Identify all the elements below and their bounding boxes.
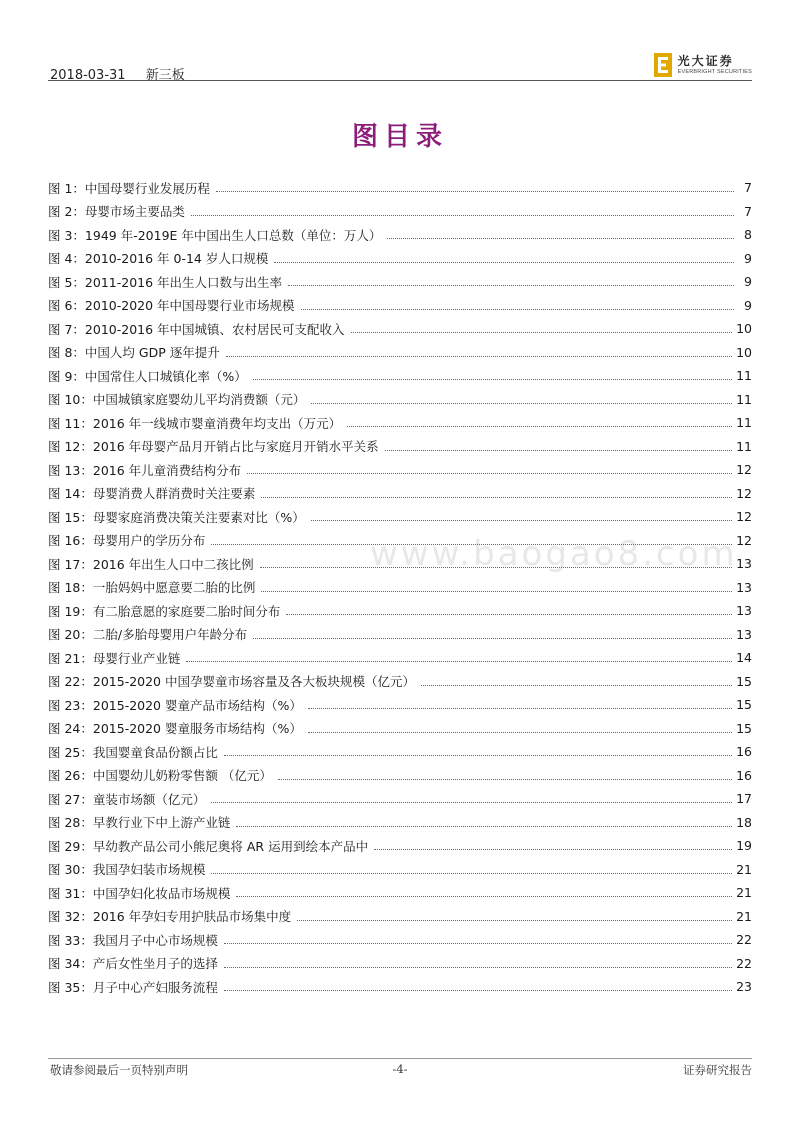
logo-cn: 光大证券 (677, 53, 734, 68)
company-logo (654, 52, 752, 78)
toc-entry-label: 图 24：2015-2020 婴童服务市场结构（%） (48, 721, 302, 737)
toc-entry-label: 图 33：我国月子中心市场规模 (48, 932, 218, 948)
dot-leader (311, 520, 732, 521)
toc-entry[interactable] (48, 693, 752, 717)
toc-entry-label: 图 17：2016 年出生人口中二孩比例 (48, 556, 254, 572)
toc-entry-page: 9 (744, 250, 752, 266)
dot-leader (311, 403, 732, 404)
toc-entry[interactable] (48, 975, 752, 999)
toc-entry[interactable] (48, 505, 752, 529)
toc-entry-page: 22 (736, 955, 752, 971)
dot-leader (226, 356, 732, 357)
toc-entry-page: 14 (736, 650, 752, 666)
toc-entry-label: 图 9：中国常住人口城镇化率（%） (48, 368, 247, 384)
toc-entry-page: 12 (736, 462, 752, 478)
watermark: www.baogao8.com (370, 534, 738, 574)
dot-leader (224, 755, 732, 756)
toc-entry-page: 11 (736, 438, 752, 454)
dot-leader (260, 567, 732, 568)
page-title: 图目录 (351, 122, 448, 152)
toc-entry-label: 图 30：我国孕妇装市场规模 (48, 862, 206, 878)
dot-leader (224, 990, 732, 991)
dot-leader (224, 967, 732, 968)
toc-entry[interactable] (48, 200, 752, 224)
toc-entry-label: 图 14：母婴消费人群消费时关注要素 (48, 486, 256, 502)
toc-entry-page: 11 (736, 391, 752, 407)
dot-leader (253, 638, 732, 639)
dot-leader (191, 215, 734, 216)
toc-entry[interactable] (48, 552, 752, 576)
report-type: 证券研究报告 (683, 1063, 752, 1077)
toc-entry[interactable] (48, 435, 752, 459)
dot-leader (236, 896, 732, 897)
toc-entry-label: 图 28：早教行业下中上游产业链 (48, 815, 231, 831)
dot-leader (236, 826, 732, 827)
toc-entry-label: 图 7：2010-2016 年中国城镇、农村居民可支配收入 (48, 321, 345, 337)
dot-leader (374, 849, 732, 850)
toc-entry[interactable] (48, 317, 752, 341)
dot-leader (385, 450, 732, 451)
toc-entry[interactable] (48, 928, 752, 952)
toc-entry-page: 12 (736, 509, 752, 525)
toc-entry-page: 12 (736, 532, 752, 548)
toc-entry[interactable] (48, 834, 752, 858)
toc-entry[interactable] (48, 905, 752, 929)
dot-leader (308, 732, 732, 733)
dot-leader (421, 685, 732, 686)
toc-entry[interactable] (48, 364, 752, 388)
dot-leader (351, 332, 733, 333)
toc-entry-label: 图 2：母婴市场主要品类 (48, 204, 185, 220)
toc-entry[interactable] (48, 764, 752, 788)
toc-entry-label: 图 13：2016 年儿童消费结构分布 (48, 462, 242, 478)
toc-entry-page: 12 (736, 485, 752, 501)
toc-entry-label: 图 35：月子中心产妇服务流程 (48, 979, 218, 995)
toc-entry-page: 13 (736, 626, 752, 642)
toc-entry[interactable] (48, 952, 752, 976)
toc-entry[interactable] (48, 341, 752, 365)
toc-entry-label: 图 27：童装市场额（亿元） (48, 791, 206, 807)
dot-leader (224, 943, 732, 944)
toc-entry[interactable] (48, 599, 752, 623)
report-date: 2018-03-31 (50, 68, 126, 83)
toc-entry-page: 13 (736, 579, 752, 595)
toc-entry-label: 图 8：中国人均 GDP 逐年提升 (48, 345, 220, 361)
toc-entry[interactable] (48, 458, 752, 482)
dot-leader (261, 497, 732, 498)
toc-entry[interactable] (48, 670, 752, 694)
board-label: 新三板 (145, 68, 185, 83)
toc-entry[interactable] (48, 176, 752, 200)
toc-entry-label: 图 31：中国孕妇化妆品市场规模 (48, 885, 231, 901)
toc-entry[interactable] (48, 881, 752, 905)
dot-leader (247, 473, 732, 474)
toc-entry[interactable] (48, 388, 752, 412)
toc-entry-page: 10 (736, 321, 752, 337)
toc-entry[interactable] (48, 576, 752, 600)
toc-entry-page: 15 (736, 720, 752, 736)
dot-leader (301, 309, 734, 310)
toc-entry-page: 16 (736, 744, 752, 760)
toc-entry-label: 图 6：2010-2020 年中国母婴行业市场规模 (48, 298, 295, 314)
dot-leader (211, 873, 732, 874)
toc-entry[interactable] (48, 740, 752, 764)
toc-entry-page: 16 (736, 767, 752, 783)
page-header (48, 52, 752, 83)
toc-entry-label: 图 5：2011-2016 年出生人口数与出生率 (48, 274, 283, 290)
toc-entry-label: 图 25：我国婴童食品份额占比 (48, 744, 218, 760)
toc-entry[interactable] (48, 411, 752, 435)
toc-entry-label: 图 20：二胎/多胎母婴用户年龄分布 (48, 627, 248, 643)
dot-leader (288, 285, 734, 286)
toc-entry-label: 图 34：产后女性坐月子的选择 (48, 956, 218, 972)
dot-leader (186, 661, 732, 662)
toc-entry-page: 21 (736, 908, 752, 924)
dot-leader (216, 191, 734, 192)
toc-entry[interactable] (48, 811, 752, 835)
header-divider (48, 80, 752, 81)
toc-entry-label: 图 15：母婴家庭消费决策关注要素对比（%） (48, 509, 305, 525)
toc-entry-label: 图 4：2010-2016 年 0-14 岁人口规模 (48, 251, 269, 267)
footer-divider (48, 1058, 752, 1059)
toc-entry-page: 11 (736, 415, 752, 431)
toc-entry[interactable] (48, 294, 752, 318)
dot-leader (253, 379, 732, 380)
page-number: -4- (392, 1062, 408, 1076)
toc-entry-page: 11 (736, 368, 752, 384)
everbright-logo-icon (654, 53, 672, 77)
logo-text (678, 55, 752, 76)
toc-entry-page: 18 (736, 814, 752, 830)
toc-entry-page: 15 (736, 673, 752, 689)
dot-leader (278, 779, 732, 780)
toc-entry-page: 7 (744, 180, 752, 196)
toc-entry[interactable] (48, 858, 752, 882)
toc-entry-page: 8 (744, 227, 752, 243)
toc-entry-label: 图 32：2016 年孕妇专用护肤品市场集中度 (48, 909, 292, 925)
toc-entry-label: 图 18：一胎妈妈中愿意要二胎的比例 (48, 580, 256, 596)
toc-entry[interactable] (48, 717, 752, 741)
toc-entry-label: 图 26：中国婴幼儿奶粉零售额 （亿元） (48, 768, 272, 784)
toc-entry[interactable] (48, 787, 752, 811)
toc-entry[interactable] (48, 223, 752, 247)
toc-entry-label: 图 1：中国母婴行业发展历程 (48, 180, 210, 196)
toc-entry-label: 图 3：1949 年-2019E 年中国出生人口总数（单位：万人） (48, 227, 382, 243)
toc-entry-page: 21 (736, 885, 752, 901)
toc-entry-page: 15 (736, 697, 752, 713)
dot-leader (308, 708, 732, 709)
toc-entry-page: 23 (736, 979, 752, 995)
toc-entry-label: 图 10：中国城镇家庭婴幼儿平均消费额（元） (48, 392, 306, 408)
dot-leader (211, 544, 732, 545)
toc-entry-page: 13 (736, 556, 752, 572)
dot-leader (261, 591, 732, 592)
toc-entry-page: 7 (744, 203, 752, 219)
toc-entry-page: 21 (736, 861, 752, 877)
toc-entry-page: 9 (744, 297, 752, 313)
toc-entry-label: 图 16：母婴用户的学历分布 (48, 533, 206, 549)
toc-entry-page: 19 (736, 838, 752, 854)
dot-leader (387, 238, 734, 239)
logo-en: EVERBRIGHT SECURITIES (677, 68, 752, 75)
toc-entry-label: 图 29：早幼教产品公司小熊尼奥将 AR 运用到绘本产品中 (48, 838, 369, 854)
toc-entry-label: 图 21：母婴行业产业链 (48, 650, 181, 666)
toc-entry-label: 图 11：2016 年一线城市婴童消费年均支出（万元） (48, 415, 342, 431)
toc-entry-label: 图 19：有二胎意愿的家庭要二胎时间分布 (48, 603, 281, 619)
toc-entry[interactable] (48, 482, 752, 506)
dot-leader (211, 802, 732, 803)
toc-entry[interactable] (48, 270, 752, 294)
toc-entry-page: 17 (736, 791, 752, 807)
toc-entry-page: 13 (736, 603, 752, 619)
toc-entry[interactable] (48, 646, 752, 670)
toc-entry-page: 9 (744, 274, 752, 290)
dot-leader (347, 426, 732, 427)
toc-entry[interactable] (48, 623, 752, 647)
toc-entry[interactable] (48, 247, 752, 271)
toc-entry-label: 图 22：2015-2020 中国孕婴童市场容量及各大板块规模（亿元） (48, 674, 415, 690)
toc-entry-label: 图 12：2016 年母婴产品月开销占比与家庭月开销水平关系 (48, 439, 379, 455)
toc-entry[interactable] (48, 529, 752, 553)
dot-leader (297, 920, 732, 921)
figure-list (48, 176, 752, 999)
disclaimer-note: 敬请参阅最后一页特别声明 (50, 1063, 188, 1077)
toc-entry-page: 22 (736, 932, 752, 948)
toc-entry-label: 图 23：2015-2020 婴童产品市场结构（%） (48, 697, 302, 713)
toc-entry-page: 10 (736, 344, 752, 360)
dot-leader (286, 614, 732, 615)
dot-leader (274, 262, 734, 263)
